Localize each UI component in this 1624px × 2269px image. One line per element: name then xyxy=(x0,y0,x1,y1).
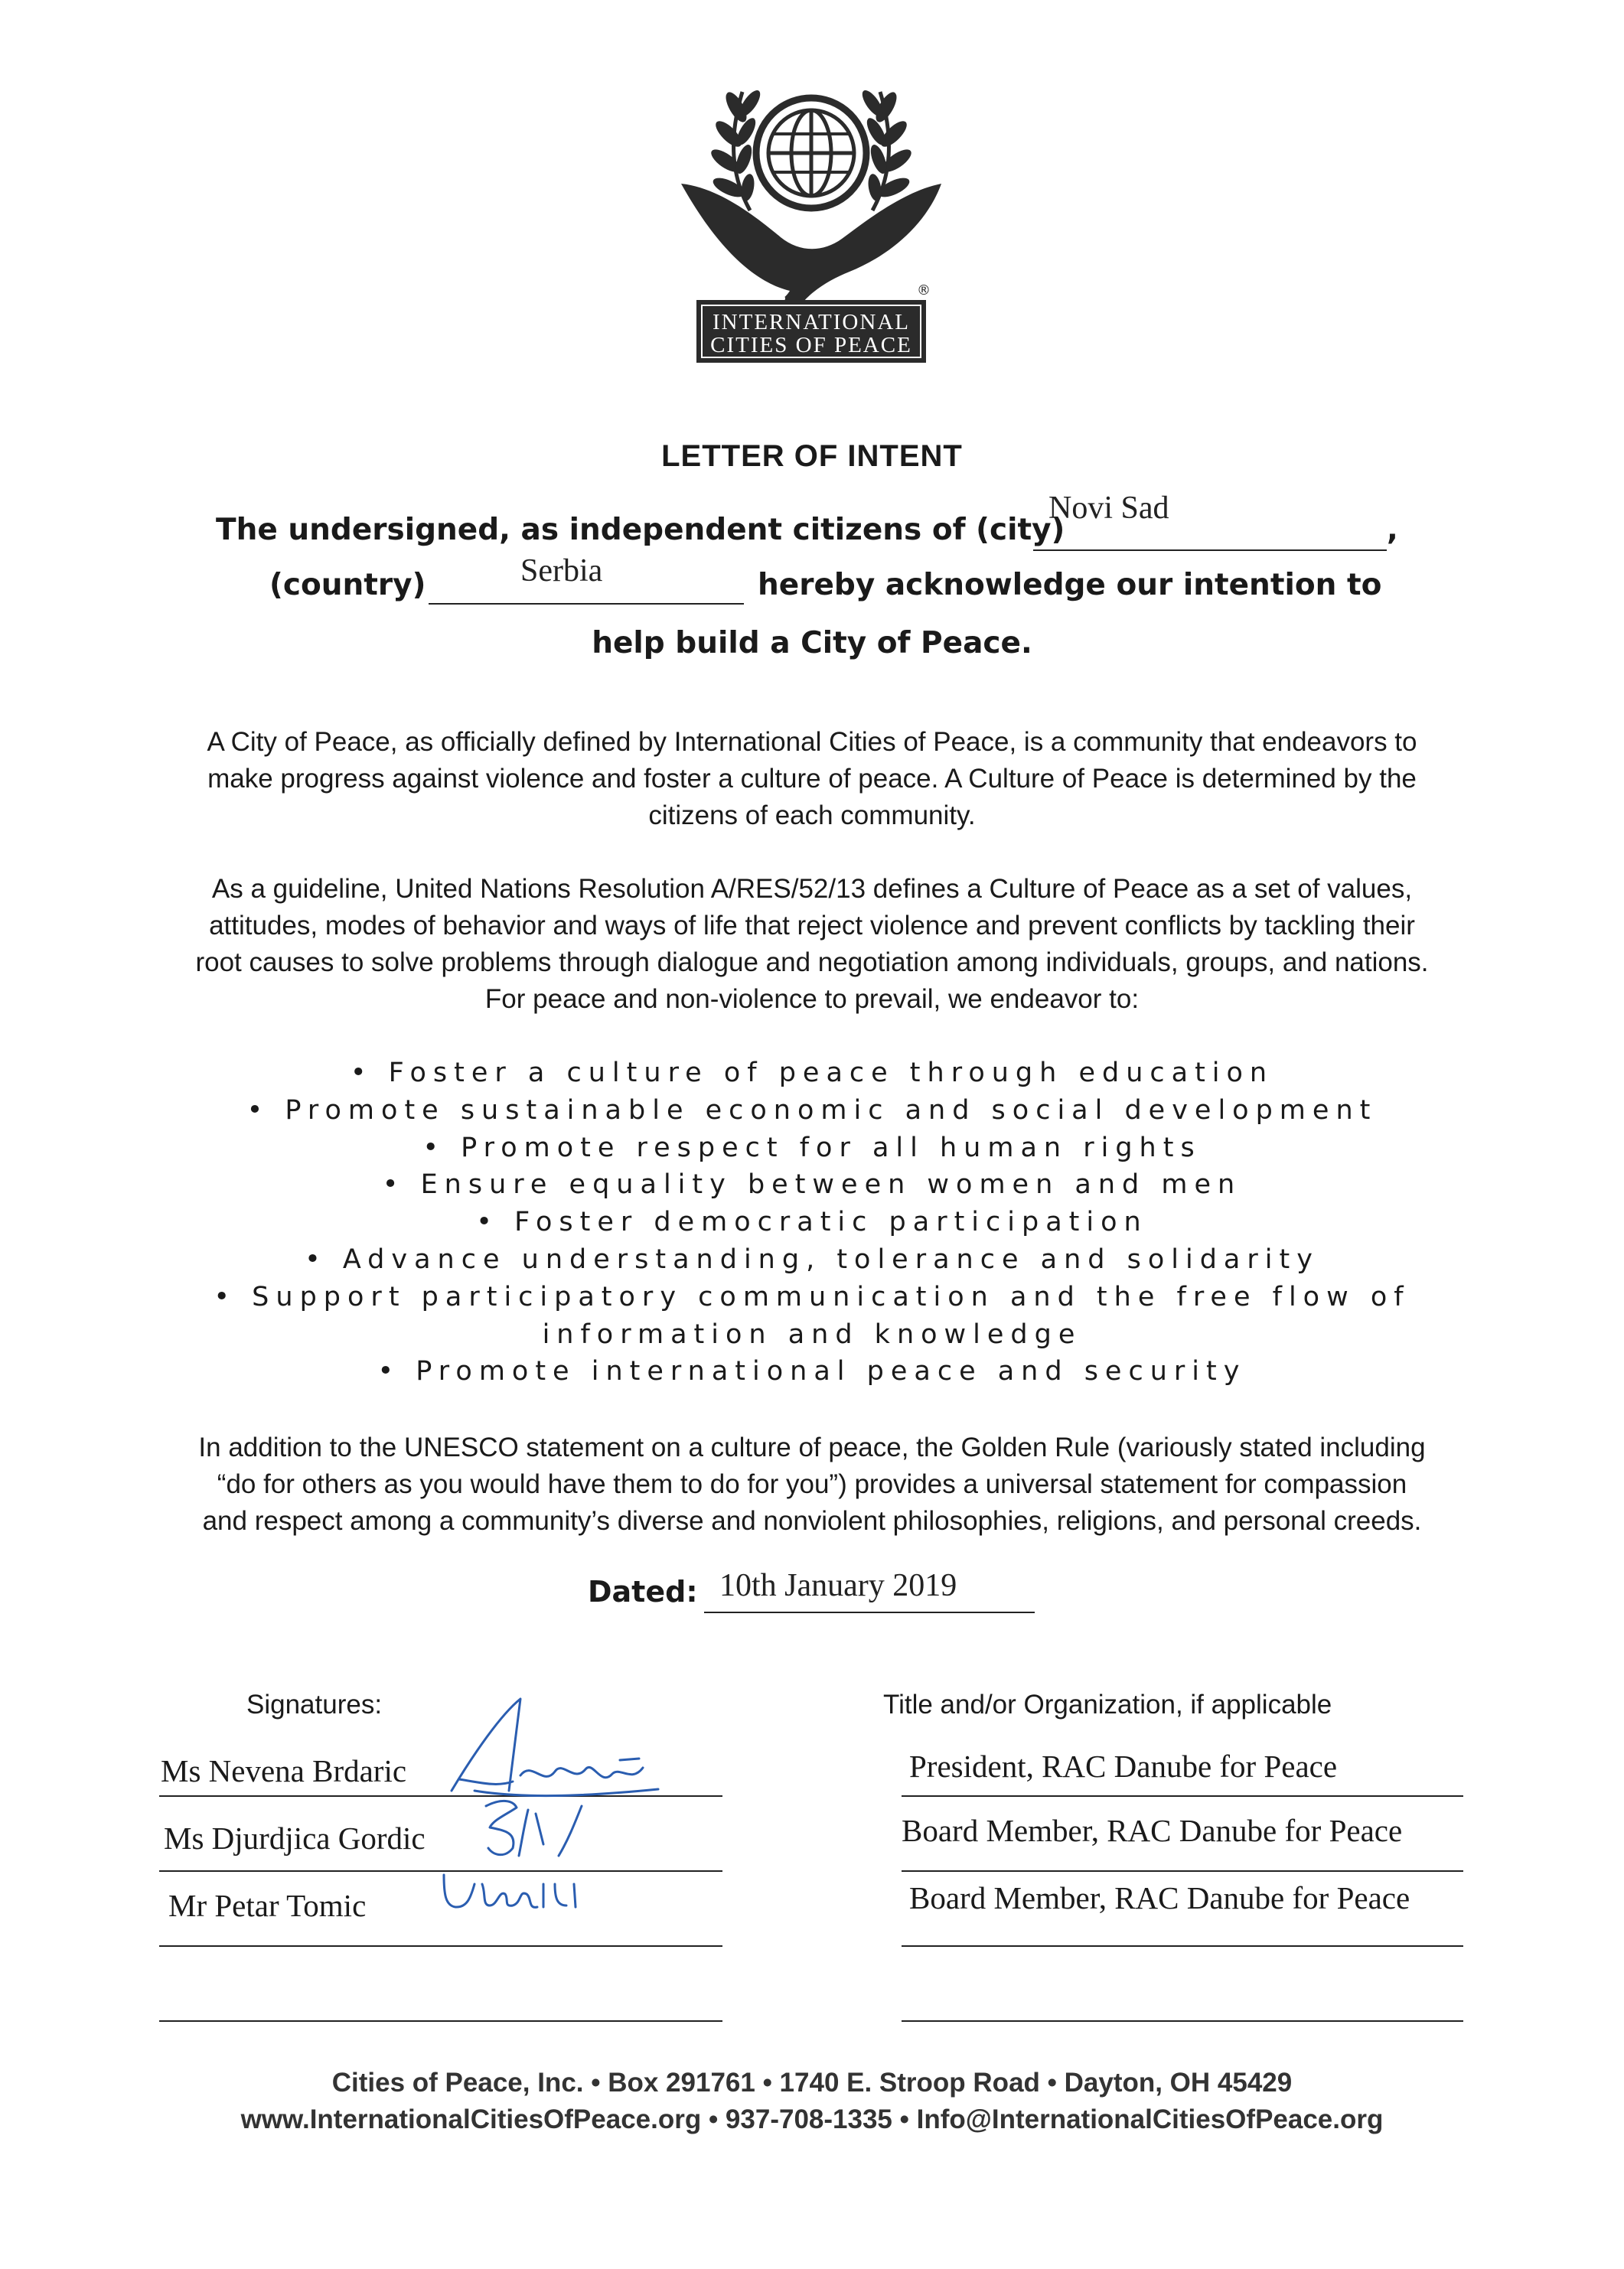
list-item: • Ensure equality between women and men xyxy=(382,1169,1242,1201)
guideline-paragraph: As a guideline, United Nations Resolution A/RES/52/13 defines a Culture of Peace as a set of values, attitudes, modes of behavior and ways of life that reject violence and prevent conflicts by tackling their root causes to solve problems through dialogue and negotiation among individuals, groups, and nations. For peace and non-violence to prevail, we endeavor to: xyxy=(195,874,1429,1014)
international-cities-of-peace-logo xyxy=(658,61,964,367)
goals-list xyxy=(0,1055,1624,1390)
country-value: Serbia xyxy=(520,553,603,588)
logo-line-2: CITIES OF PEACE xyxy=(710,333,912,357)
handwritten-signatures xyxy=(429,1684,704,1959)
golden-rule-paragraph: In addition to the UNESCO statement on a culture of peace, the Golden Rule (variously stated including “do for others as you would have them to do for you”) provides a universal statement for compassion and respect among a community’s diverse and nonviolent philosophies, religions, and personal creeds. xyxy=(198,1433,1426,1536)
title-line xyxy=(902,1870,1463,1872)
signer-title: Board Member, RAC Danube for Peace xyxy=(909,1880,1410,1915)
signatures-label: Signatures: xyxy=(246,1690,383,1720)
signer-title: Board Member, RAC Danube for Peace xyxy=(902,1813,1403,1848)
logo-line-1: INTERNATIONAL xyxy=(713,310,910,334)
registered-mark: ® xyxy=(917,282,931,298)
dated-label: Dated: xyxy=(588,1575,698,1609)
signer-title: President, RAC Danube for Peace xyxy=(909,1749,1338,1784)
titles-label: Title and/or Organization, if applicable xyxy=(883,1690,1332,1720)
signature-line xyxy=(159,2020,722,2022)
list-item: • Advance understanding, tolerance and solidarity xyxy=(305,1244,1319,1275)
dove-icon xyxy=(681,184,941,315)
list-item: • Foster democratic participation xyxy=(476,1207,1148,1238)
list-item: • Foster a culture of peace through education xyxy=(350,1058,1274,1088)
list-item: • Support participatory communication and the free flow of xyxy=(214,1281,1410,1312)
list-item: information and knowledge xyxy=(542,1319,1082,1350)
definition-paragraph: A City of Peace, as officially defined by International Cities of Peace, is a community that endeavors to make progress against violence and foster a culture of peace. A Culture of Peace is determined by the citizens of each community. xyxy=(207,727,1417,830)
title-line xyxy=(902,1945,1463,1947)
signature-2 xyxy=(486,1801,582,1856)
title-line xyxy=(902,2020,1463,2022)
list-item: • Promote international peace and security xyxy=(377,1356,1247,1387)
signer-name: Mr Petar Tomic xyxy=(168,1888,367,1923)
intro-acknowledge: hereby acknowledge our intention to xyxy=(758,568,1382,602)
footer-address: Cities of Peace, Inc. • Box 291761 • 1740 E. Stroop Road • Dayton, OH 45429 xyxy=(331,2068,1293,2098)
intro-city-label: The undersigned, as independent citizens of (city) xyxy=(216,513,1065,547)
list-item: • Promote respect for all human rights xyxy=(422,1132,1202,1163)
signer-name: Ms Djurdjica Gordic xyxy=(164,1821,426,1856)
signature-3 xyxy=(444,1875,576,1907)
date-value: 10th January 2019 xyxy=(719,1568,957,1603)
title-line xyxy=(902,1795,1463,1797)
list-item: • Promote sustainable economic and social development xyxy=(246,1094,1378,1126)
intro-build: help build a City of Peace. xyxy=(592,626,1032,660)
footer-contact: www.InternationalCitiesOfPeace.org • 937-708-1335 • Info@InternationalCitiesOfPeace.org xyxy=(240,2104,1384,2134)
country-label: (country) xyxy=(269,568,426,602)
signature-1 xyxy=(452,1699,658,1796)
globe-icon xyxy=(756,98,866,208)
city-value: Novi Sad xyxy=(1048,491,1169,526)
page-title: LETTER OF INTENT xyxy=(661,439,963,473)
signer-name: Ms Nevena Brdaric xyxy=(161,1753,407,1788)
city-comma: , xyxy=(1387,513,1398,547)
